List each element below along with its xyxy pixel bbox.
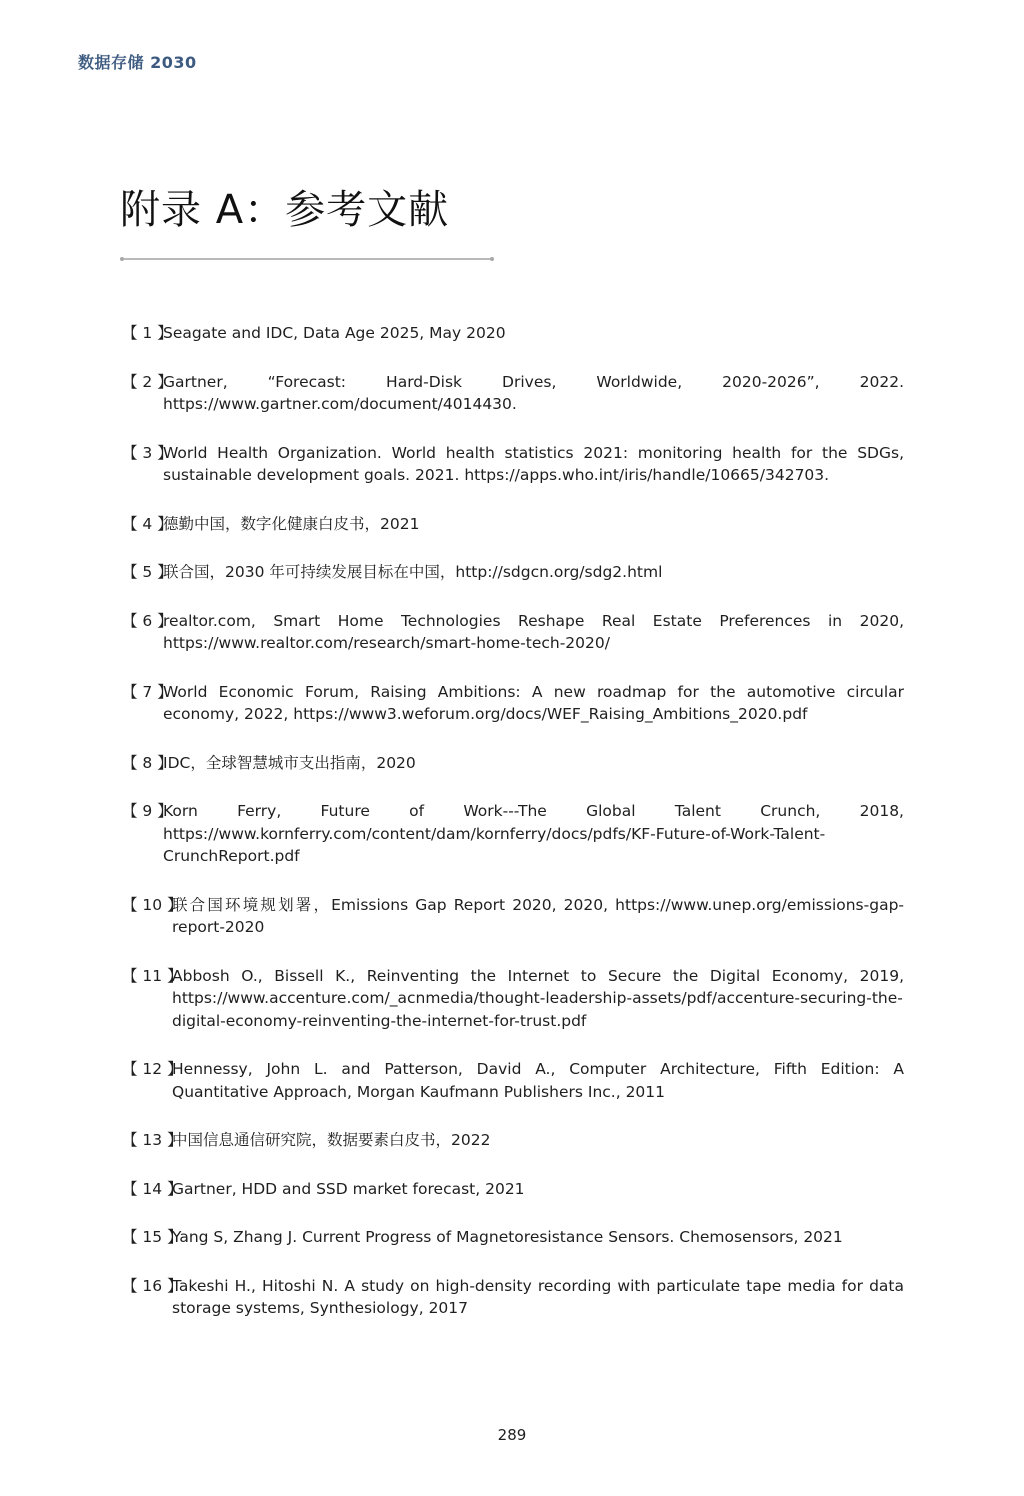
reference-item [122,1226,904,1249]
reference-item [122,681,904,726]
reference-text: World Health Organization. World health statistics 2021: monitoring health for the SDGs, sustainable development goals. 2021. https://apps.who.int/iris/handle/10665/342703. [163,443,904,484]
reference-item [122,965,904,1033]
reference-number: 【 14 】 [122,1179,183,1198]
page-number: 289 [497,1426,527,1444]
reference-text: 德勤中国，数字化健康白皮书，2021 [163,514,420,533]
reference-number: 【 2 】 [122,372,173,391]
reference-number: 【 1 】 [122,324,173,342]
reference-number: 【 16 】 [122,1276,183,1295]
reference-number: 【 5 】 [122,563,173,581]
appendix-title: 附录 A：参考文献 [120,187,450,233]
reference-number: 【 6 】 [122,611,173,630]
reference-number: 【 13 】 [122,1131,183,1149]
reference-text: 中国信息通信研究院，数据要素白皮书，2022 [172,1131,491,1149]
reference-item [122,894,904,939]
reference-item [122,1275,904,1320]
reference-item [122,513,904,536]
reference-number: 【 10 】 [122,895,183,914]
reference-text: World Economic Forum, Raising Ambitions: A new roadmap for the automotive circular economy, 2022, https://www3.weforum.org/docs/WEF_Raising_Ambitions_2020.pdf [163,682,904,723]
reference-text: Seagate and IDC, Data Age 2025, May 2020 [163,324,506,342]
reference-number: 【 15 】 [122,1228,183,1246]
reference-number: 【 11 】 [122,966,183,985]
running-header: 数据存储 2030 [78,53,197,72]
reference-number: 【 12 】 [122,1060,183,1078]
reference-item [122,322,904,345]
reference-item [122,1058,904,1103]
reference-text: realtor.com, Smart Home Technologies Reshape Real Estate Preferences in 2020, https://www.realtor.com/research/smart-home-tech-2020/ [163,611,904,652]
reference-text: Korn Ferry, Future of Work---The Global Talent Crunch, 2018, https://www.kornferry.com/content/dam/kornferry/docs/pdfs/KF-Future-of-Work-Talent-CrunchReport.pdf [163,802,904,865]
reference-number: 【 8 】 [122,753,173,772]
reference-item [122,442,904,487]
reference-text: Abbosh O., Bissell K., Reinventing the Internet to Secure the Digital Economy, 2019, https://www.accenture.com/_acnmedia/thought-leadership-assets/pdf/accenture-securing-the-digital-economy-reinventing-the-internet-for-trust.pdf [172,966,904,1030]
reference-item [122,1178,904,1201]
reference-item [122,561,904,584]
title-divider [122,258,492,260]
reference-item [122,371,904,416]
reference-number: 【 3 】 [122,443,173,462]
reference-text: Takeshi H., Hitoshi N. A study on high-density recording with particulate tape media for data storage systems, Synthesiology, 2017 [172,1276,904,1317]
reference-text: Gartner, HDD and SSD market forecast, 2021 [172,1179,525,1198]
reference-item [122,752,904,775]
reference-text: Gartner, “Forecast: Hard-Disk Drives, Worldwide, 2020-2026”, 2022. https://www.gartner.com/document/4014430. [163,372,904,413]
reference-text: 联合国，2030 年可持续发展目标在中国，http://sdgcn.org/sdg2.html [163,563,663,581]
reference-text: Hennessy, John L. and Patterson, David A., Computer Architecture, Fifth Edition: A Quantitative Approach, Morgan Kaufmann Publishers Inc., 2011 [172,1060,904,1101]
reference-text: Yang S, Zhang J. Current Progress of Magnetoresistance Sensors. Chemosensors, 2021 [172,1228,843,1246]
reference-list [122,322,904,1346]
reference-item [122,800,904,868]
reference-text: 联合国环境规划署，Emissions Gap Report 2020, 2020, https://www.unep.org/emissions-gap-report-2020 [172,895,904,936]
reference-text: IDC，全球智慧城市支出指南，2020 [163,753,416,772]
reference-item [122,1129,904,1152]
reference-number: 【 4 】 [122,514,173,533]
reference-item [122,610,904,655]
reference-number: 【 9 】 [122,802,173,820]
reference-number: 【 7 】 [122,682,173,701]
